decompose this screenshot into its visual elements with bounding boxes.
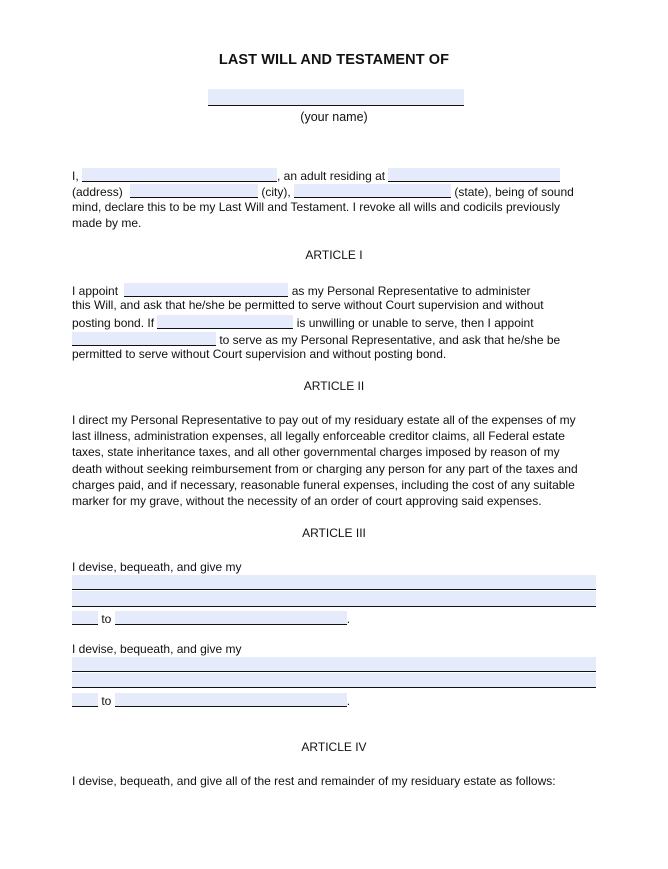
bequest-2-item-line-2[interactable] xyxy=(72,673,596,688)
city-field[interactable] xyxy=(294,184,451,198)
article-1-line-2: this Will, and ask that he/she be permitted to serve without Court supervision and without xyxy=(72,298,544,312)
document-title: LAST WILL AND TESTAMENT OF xyxy=(218,52,450,68)
article-1-line-3: posting bond. If is unwilling or unable to serve, then I appoint xyxy=(72,316,534,330)
article-2-line: death without seeking reimbursement from or charging any person for any part of the taxes and xyxy=(72,462,578,476)
testator-name-field[interactable] xyxy=(208,89,464,106)
article-1-line-5: permitted to serve without Court supervision and without posting bond. xyxy=(72,347,447,361)
bequest-2-share-field[interactable] xyxy=(72,693,98,707)
intro-line-3: mind, declare this to be my Last Will and Testament. I revoke all wills and codicils previously xyxy=(72,200,560,214)
bequest-2-label: I devise, bequeath, and give my xyxy=(72,642,242,656)
bequest-1-item-line-1[interactable] xyxy=(72,575,596,590)
article-2-line: marker for my grave, without the necessity of an order of court approving said expenses. xyxy=(72,494,542,508)
article-3-heading: ARTICLE III xyxy=(302,526,366,540)
representative-field[interactable] xyxy=(124,283,288,297)
article-2-heading: ARTICLE II xyxy=(303,379,365,393)
article-1-heading: ARTICLE I xyxy=(305,248,363,262)
bequest-1-item-line-3[interactable] xyxy=(72,593,596,607)
full-name-field[interactable] xyxy=(82,168,277,182)
intro-line-2: (address) (city), (state), being of sound xyxy=(72,185,574,199)
bequest-2-recipient-field[interactable] xyxy=(115,693,347,707)
article-2-line: taxes, state inheritance taxes, and all other governmental charges imposed by reason of my xyxy=(72,445,560,459)
intro-line-4: made by me. xyxy=(72,216,142,230)
name-caption: (your name) xyxy=(300,110,368,124)
article-1-line-1: I appoint as my Personal Representative to administer xyxy=(72,284,531,298)
article-2-line: charges paid, and if necessary, reasonable funeral expenses, including the cost of any suitable xyxy=(72,478,575,492)
bequest-2-recipient-line: to . xyxy=(72,691,350,709)
article-4-text: I devise, bequeath, and give all of the rest and remainder of my residuary estate as follows: xyxy=(72,774,556,788)
intro-line-1: I, , an adult residing at xyxy=(72,166,560,184)
article-2-line: last illness, administration expenses, all legally enforceable creditor claims, all Federal estate xyxy=(72,429,565,443)
article-4-heading: ARTICLE IV xyxy=(301,740,367,754)
residence-field[interactable] xyxy=(388,168,560,182)
bequest-1-share-field[interactable] xyxy=(72,611,98,625)
representative-if-field[interactable] xyxy=(157,315,293,329)
article-1-line-4: to serve as my Personal Representative, and ask that he/she be xyxy=(72,330,560,348)
bequest-1-recipient-line: to . xyxy=(72,609,350,627)
bequest-1-recipient-field[interactable] xyxy=(115,611,347,625)
bequest-1-label: I devise, bequeath, and give my xyxy=(72,560,242,574)
bequest-2-item-line-1[interactable] xyxy=(72,657,596,672)
address-field[interactable] xyxy=(130,184,258,198)
alternate-representative-field[interactable] xyxy=(72,332,216,346)
article-2-line: I direct my Personal Representative to pay out of my residuary estate all of the expenses of my xyxy=(72,413,576,427)
